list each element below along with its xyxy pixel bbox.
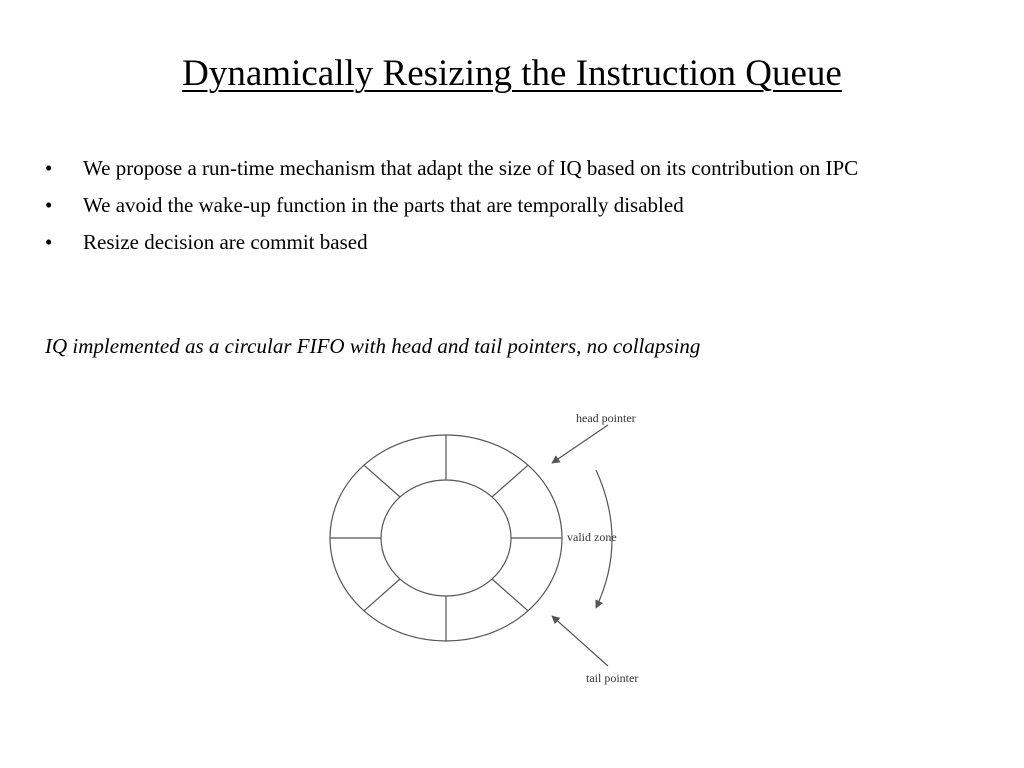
bullet-text: We propose a run-time mechanism that adapt the size of IQ based on its contribution on IPC [83,156,859,180]
valid-zone-label: valid zone [567,530,617,544]
slide-title: Dynamically Resizing the Instruction Queue [182,53,842,94]
bullet-text: Resize decision are commit based [83,230,368,254]
head-pointer-arrow [552,425,608,463]
bullet-marker: • [45,230,53,254]
head-pointer-label: head pointer [576,411,636,425]
fifo-note: IQ implemented as a circular FIFO with head and tail pointers, no collapsing [45,334,701,358]
tail-pointer-arrow [552,616,608,666]
queue-slot-divider [492,579,528,611]
bullet-marker: • [45,156,53,180]
bullet-marker: • [45,193,53,217]
tail-pointer-label: tail pointer [586,671,639,685]
queue-slot-divider [364,579,400,611]
queue-slot-divider [492,465,528,497]
queue-slot-dividers [330,435,562,641]
queue-inner-ring [381,480,511,596]
bullet-text: We avoid the wake-up function in the parts that are temporally disabled [83,193,684,217]
queue-slot-divider [364,465,400,497]
